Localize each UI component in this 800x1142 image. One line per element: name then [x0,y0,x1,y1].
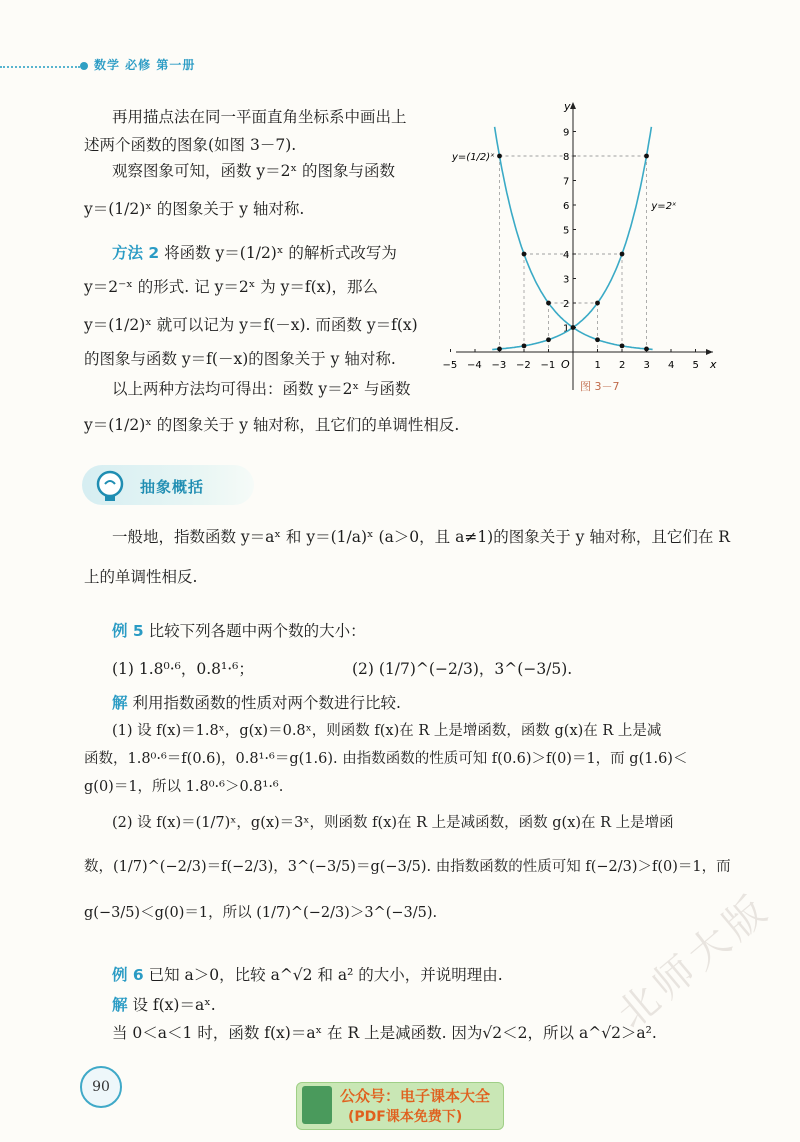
y-axis-arrow [570,102,576,109]
example5-q1: (1) 1.8⁰·⁶，0.8¹·⁶； [112,660,254,678]
x-tick-label: 5 [692,360,699,371]
watermark-line-1: 公众号：电子课本大全 [340,1087,491,1105]
example6-solution [112,990,216,1020]
example5-solution [112,688,401,718]
plot-point [595,337,600,342]
summary-line-2: 上的单调性相反. [84,568,198,586]
y-tick-label: 2 [563,299,570,310]
example5-title: 比较下列各题中两个数的大小： [148,622,366,640]
x-axis-label: x [710,358,717,371]
summary-line-1: 一般地，指数函数 y＝aˣ 和 y＝(1/a)ˣ (a＞0，且 a≠1)的图象关于 y 轴对称，且它们在 R [112,528,730,546]
body-line-1: 再用描点法在同一平面直角坐标系中画出上 [112,108,407,126]
body-line-2: 述两个函数的图象(如图 3－7). [84,136,297,154]
plot-point [644,347,649,352]
y-tick-label: 3 [563,274,570,286]
publisher-stamp: 北师大版 [608,884,780,1038]
example6-title: 已知 a＞0，比较 a^√2 和 a² 的大小，并说明理由. [148,966,503,984]
body-line-7: y＝(1/2)ˣ 就可以记为 y＝f(－x). 而函数 y＝f(x) [84,316,418,334]
plot-point [522,343,527,348]
method2-text: 将函数 y＝(1/2)ˣ 的解析式改写为 [164,244,397,262]
example6-heading [112,960,503,990]
section-title: 抽象概括 [140,478,205,496]
example5-a1-line2: 函数，1.8⁰·⁶＝f(0.6)，0.8¹·⁶＝g(1.6). 由指数函数的性质可知 f(0.6)＞f(0)＝1，而 g(1.6)＜ [84,751,688,767]
body-line-4: y＝(1/2)ˣ 的图象关于 y 轴对称. [84,200,305,218]
x-tick-label: 2 [619,360,626,371]
method2-label: 方法 2 [112,244,160,262]
x-tick-label: −1 [540,360,556,371]
curve-half-pow-x [495,127,653,350]
plot-point [644,154,649,159]
example5-label: 例 5 [112,622,144,640]
body-line-10: y＝(1/2)ˣ 的图象关于 y 轴对称，且它们的单调性相反. [84,416,460,434]
plot-point [497,154,502,159]
x-tick-label: 3 [643,360,650,371]
y-tick-label: 4 [563,250,570,261]
body-line-3: 观察图象可知，函数 y＝2ˣ 的图象与函数 [112,162,396,180]
example6-sol-label: 解 [112,996,128,1014]
y-axis-label: y [564,100,571,113]
example5-a2-line1: (2) 设 f(x)＝(1/7)ˣ，g(x)＝3ˣ，则函数 f(x)在 R 上是减函数，函数 g(x)在 R 上是增函 [112,815,674,831]
curve-label-2x: y=2ˣ [651,201,677,212]
book-icon [302,1086,332,1124]
y-tick-label: 9 [563,127,570,139]
header-title: 数学 必修 第一册 [94,58,196,72]
origin-label: O [561,358,570,371]
example5-a2-line2: 数，(1/7)^(−2/3)＝f(−2/3)，3^(−3/5)＝g(−3/5). 由指数函数的性质可知 f(−2/3)＞f(0)＝1，而 [84,859,731,875]
example5-a1-line3: g(0)＝1，所以 1.8⁰·⁶＞0.8¹·⁶. [84,779,284,795]
x-axis-arrow [706,349,713,355]
curve-label-half: y=(1/2)ˣ [452,152,495,163]
x-tick-label: −4 [467,360,482,371]
figure-caption: 图 3－7 [580,380,620,393]
figure-graph [442,98,720,398]
y-tick-label: 5 [563,225,570,237]
watermark-line-2: (PDF课本免费下) [348,1109,463,1125]
example6-line-1: 当 0＜a＜1 时，函数 f(x)＝aˣ 在 R 上是减函数. 因为√2＜2，所以 a^√2＞a². [112,1024,657,1042]
plot-point [546,337,551,342]
x-tick-label: −3 [491,360,507,371]
lightbulb-icon [92,468,128,504]
header-dot [80,62,88,70]
example5-q2: (2) (1/7)^(−2/3)，3^(−3/5). [352,660,573,678]
example5-sol-text: 利用指数函数的性质对两个数进行比较. [132,694,401,712]
plot-point [522,252,527,257]
y-tick-label: 6 [563,201,570,212]
example5-heading [112,616,366,646]
example5-a1-line1: (1) 设 f(x)＝1.8ˣ，g(x)＝0.8ˣ，则函数 f(x)在 R 上是增函数，函数 g(x)在 R 上是减 [112,723,662,739]
curve-2-pow-x [492,127,651,350]
plot-point [620,252,625,257]
plot-point [595,301,600,306]
x-tick-label: −5 [442,360,458,371]
y-tick-label: 1 [563,323,570,335]
page-number: 90 [80,1066,122,1108]
x-tick-label: 1 [594,360,601,371]
x-tick-label: 4 [668,360,675,371]
plot-point [571,325,576,330]
method2-line [112,238,397,268]
body-line-6: y＝2⁻ˣ 的形式. 记 y＝2ˣ 为 y＝f(x)，那么 [84,278,378,296]
body-line-9: 以上两种方法均可得出：函数 y＝2ˣ 与函数 [112,380,411,398]
header-rule [0,66,80,68]
plot-point [546,301,551,306]
y-tick-label: 7 [563,176,570,188]
plot-point [620,343,625,348]
graph-layer [443,100,718,390]
x-tick-label: −2 [516,360,531,371]
y-tick-label: 8 [563,152,570,163]
example6-sol-text: 设 f(x)＝aˣ. [132,996,216,1014]
example5-sol-label: 解 [112,694,128,712]
body-line-8: 的图象与函数 y＝f(－x)的图象关于 y 轴对称. [84,350,396,368]
example5-a2-line3: g(−3/5)＜g(0)＝1，所以 (1/7)^(−2/3)＞3^(−3/5). [84,905,438,921]
example6-label: 例 6 [112,966,144,984]
plot-point [497,347,502,352]
